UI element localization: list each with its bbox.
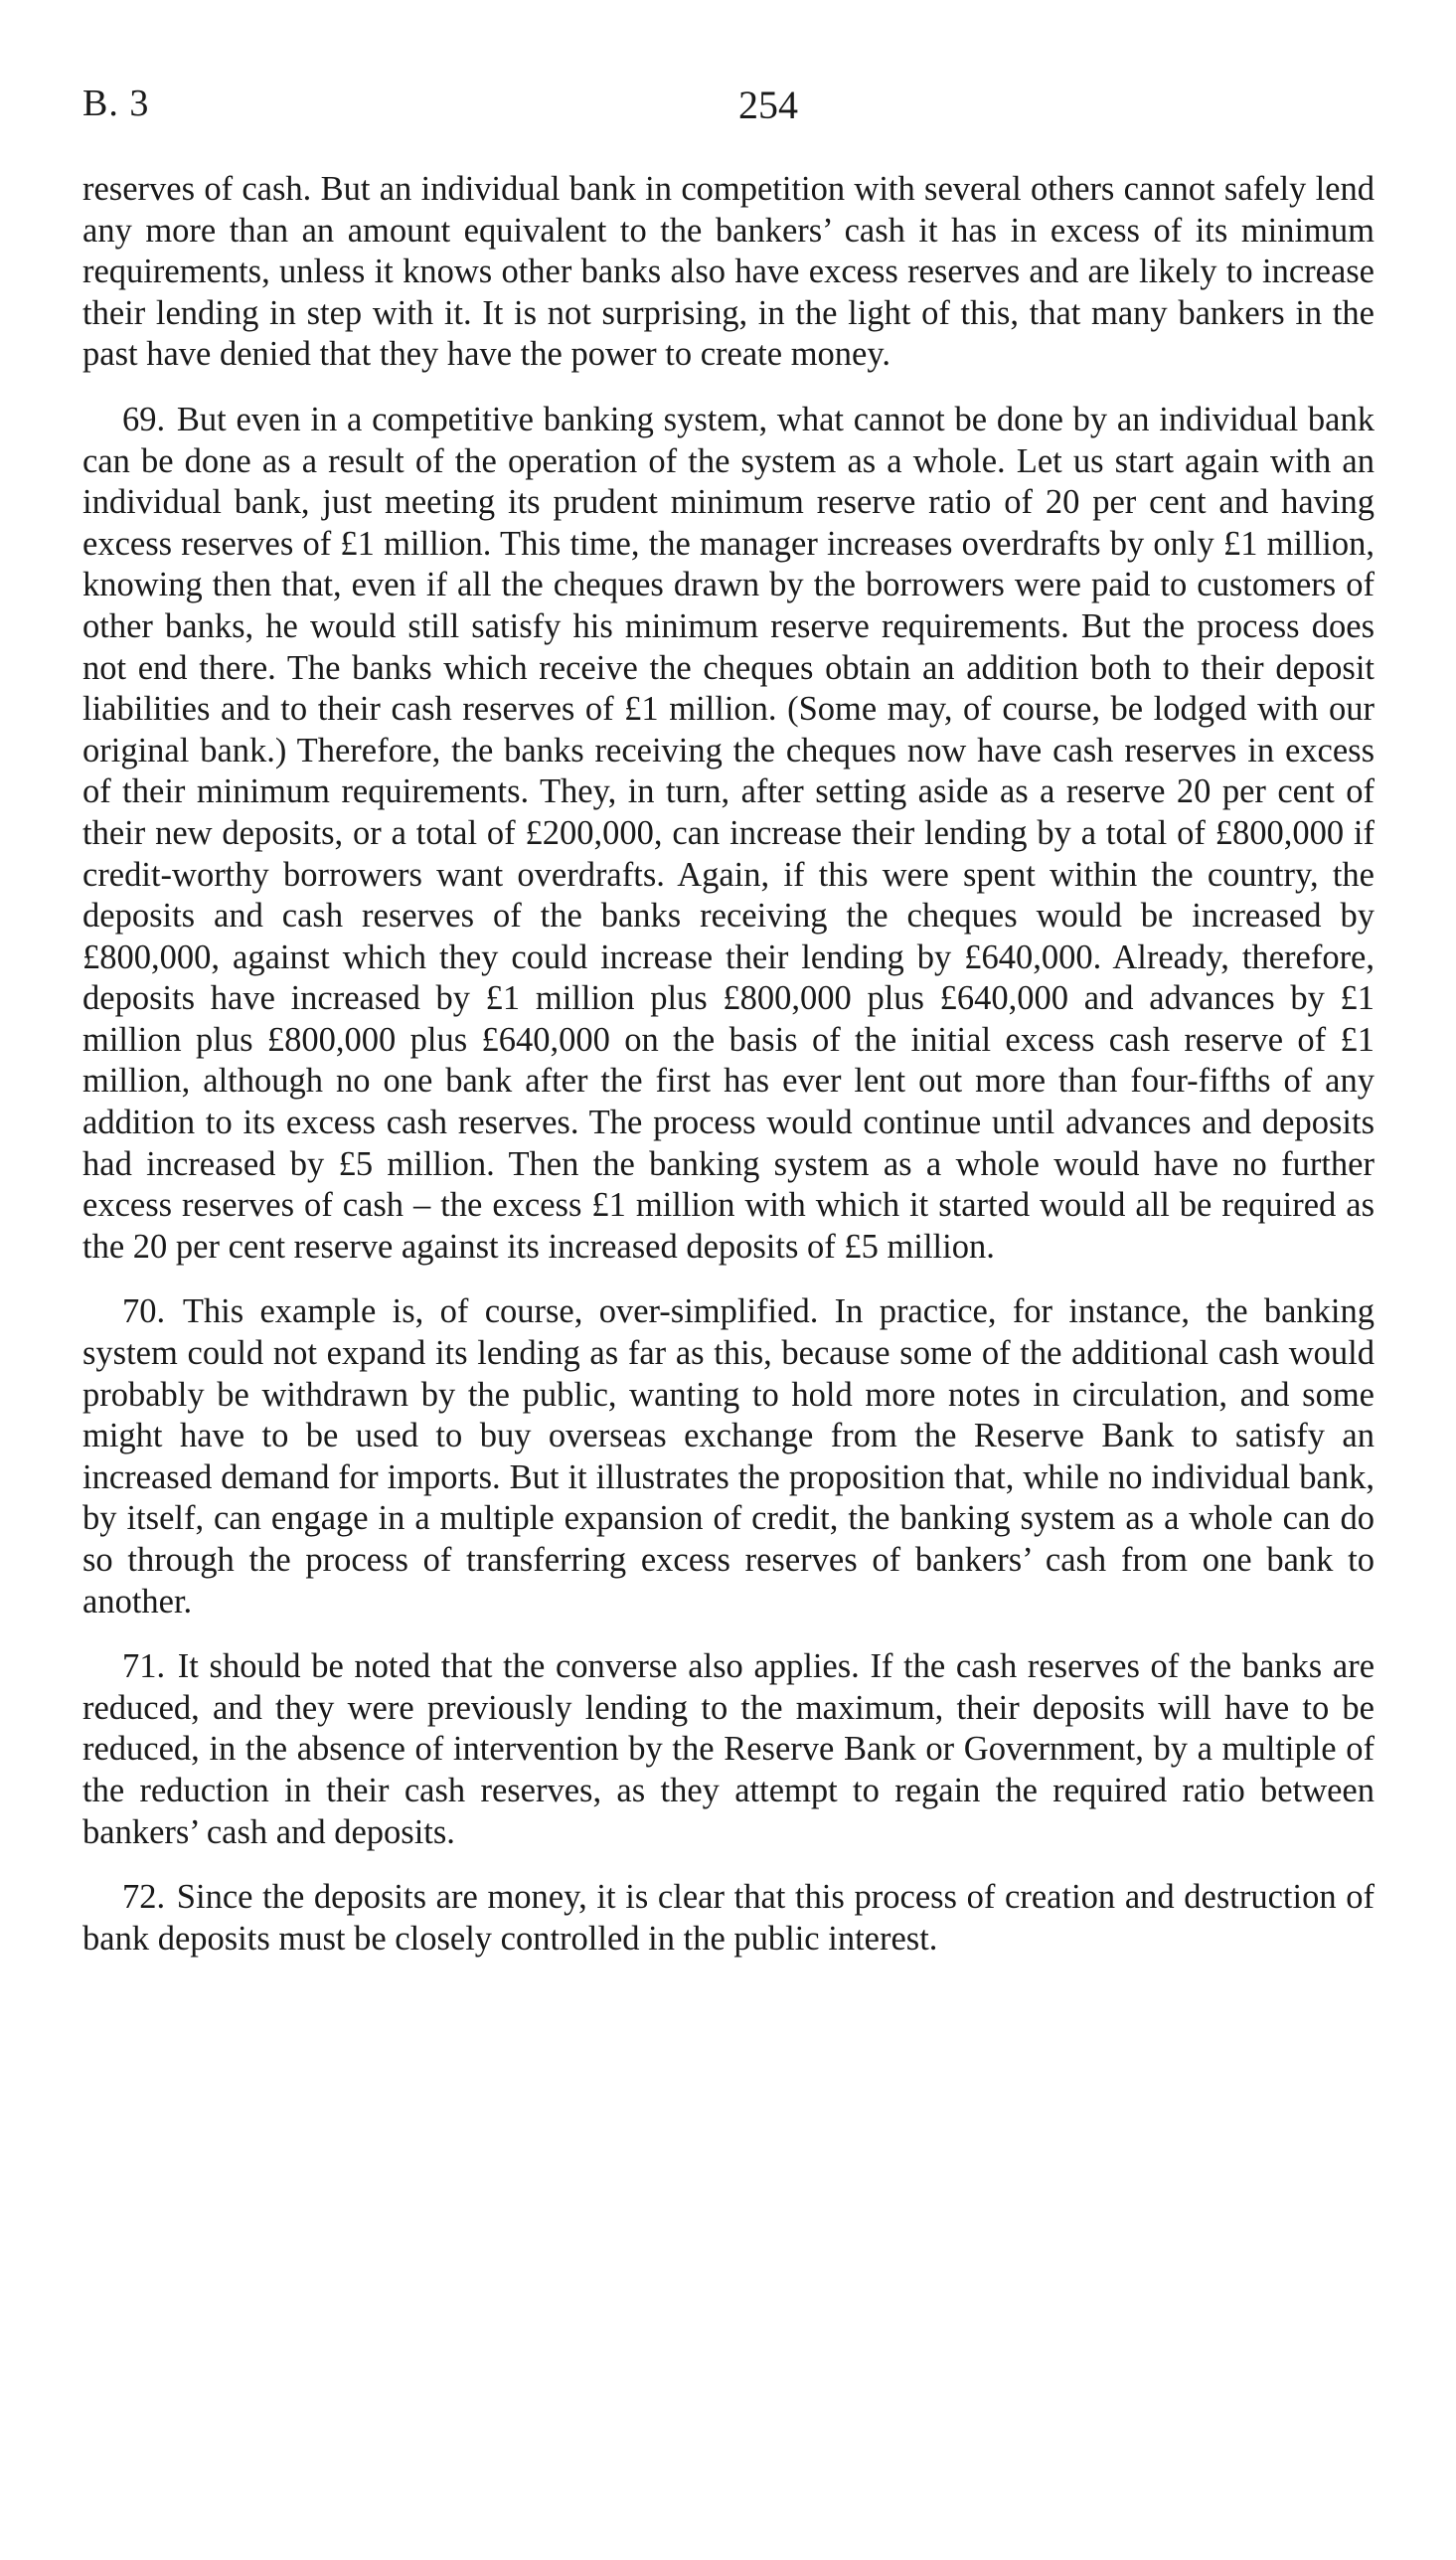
paragraph-text: But even in a competitive banking system, what cannot be done by an individual bank can be done as a result of the operation of the system as a whole. Let us start again with an individual bank, just meeting its prudent minimum reserve ratio of 20 per cent and having excess reserves of £1 million. This time, the manager increases overdrafts by only £1 million, knowing then that, even if all the cheques drawn by the borrowers were paid to customers of other banks, he would still satisfy his minimum reserve requirements. But the process does not end there. The banks which receive the cheques obtain an addition both to their deposit liabilities and to their cash reserves of £1 million. (Some may, of course, be lodged with our original bank.) Therefore, the banks receiving the cheques now have cash reserves in excess of their minimum requirements. They, in turn, after setting aside as a reserve 20 per cent of their new deposits, or a total of £200,000, can increase their lending by a total of £800,000 if credit-worthy borrowers want overdrafts. Again, if this were spent within the country, the deposits and cash reserves of the banks receiving the cheques would be increased by £800,000, against which they could increase their lending by £640,000. Already, therefore, deposits have increased by £1 million plus £800,000 plus £640,000 and advances by £1 million plus £800,000 plus £640,000 on the basis of the initial excess cash reserve of £1 million, although no one bank after the first has ever lent out more than four-fifths of any addition to its excess cash reserves. The process would continue until advances and deposits had increased by £5 million. Then the banking system as a whole would have no further excess reserves of cash – the excess £1 million with which it started would all be required as the 20 per cent reserve against its increased deposits of £5 million. [82,400,1375,1266]
paragraph-72 [82,1877,1375,1960]
paragraph-71 [82,1646,1375,1853]
paragraph-number: 72. [122,1878,166,1917]
body-text [82,169,1375,1983]
paragraph-text: reserves of cash. But an individual bank in competition with several others cannot safely lend any more than an amount equivalent to the bankers’ cash it has in excess of its minimum requirements, unless it knows other banks also have excess reserves and are likely to increase their lending in step with it. It is not surprising, in the light of this, that many bankers in the past have denied that they have the power to create money. [82,170,1375,374]
series-identifier: B. 3 [82,83,150,124]
page-number: 254 [738,83,798,127]
paragraph-number: 71. [122,1647,166,1686]
page-header [82,82,1394,141]
paragraph-text: It should be noted that the converse also applies. If the cash reserves of the banks are reduced, and they were previously lending to the maximum, their deposits will have to be reduced, in the absence of intervention by the Reserve Bank or Government, by a multiple of the reduction in their cash reserves, as they attempt to regain the required ratio between bankers’ cash and deposits. [82,1647,1375,1851]
paragraph-number: 70. [122,1292,166,1331]
paragraph-text: This example is, of course, over-simplified. In practice, for instance, the banking system could not expand its lending as far as this, because some of the additional cash would probably be withdrawn by the public, wanting to hold more notes in circulation, and some might have to be used to buy overseas exchange from the Reserve Bank to satisfy an increased demand for imports. But it illustrates the proposition that, while no individual bank, by itself, can engage in a multiple expansion of credit, the banking system as a whole can do so through the process of transferring excess reserves of bankers’ cash from one bank to another. [82,1292,1375,1621]
paragraph-number: 69. [122,400,166,438]
paragraph-continued [82,169,1375,376]
paragraph-text: Since the deposits are money, it is clear that this process of creation and destruction of bank deposits must be closely controlled in the public interest. [82,1878,1375,1958]
paragraph-70 [82,1291,1375,1622]
paragraph-69 [82,400,1375,1268]
